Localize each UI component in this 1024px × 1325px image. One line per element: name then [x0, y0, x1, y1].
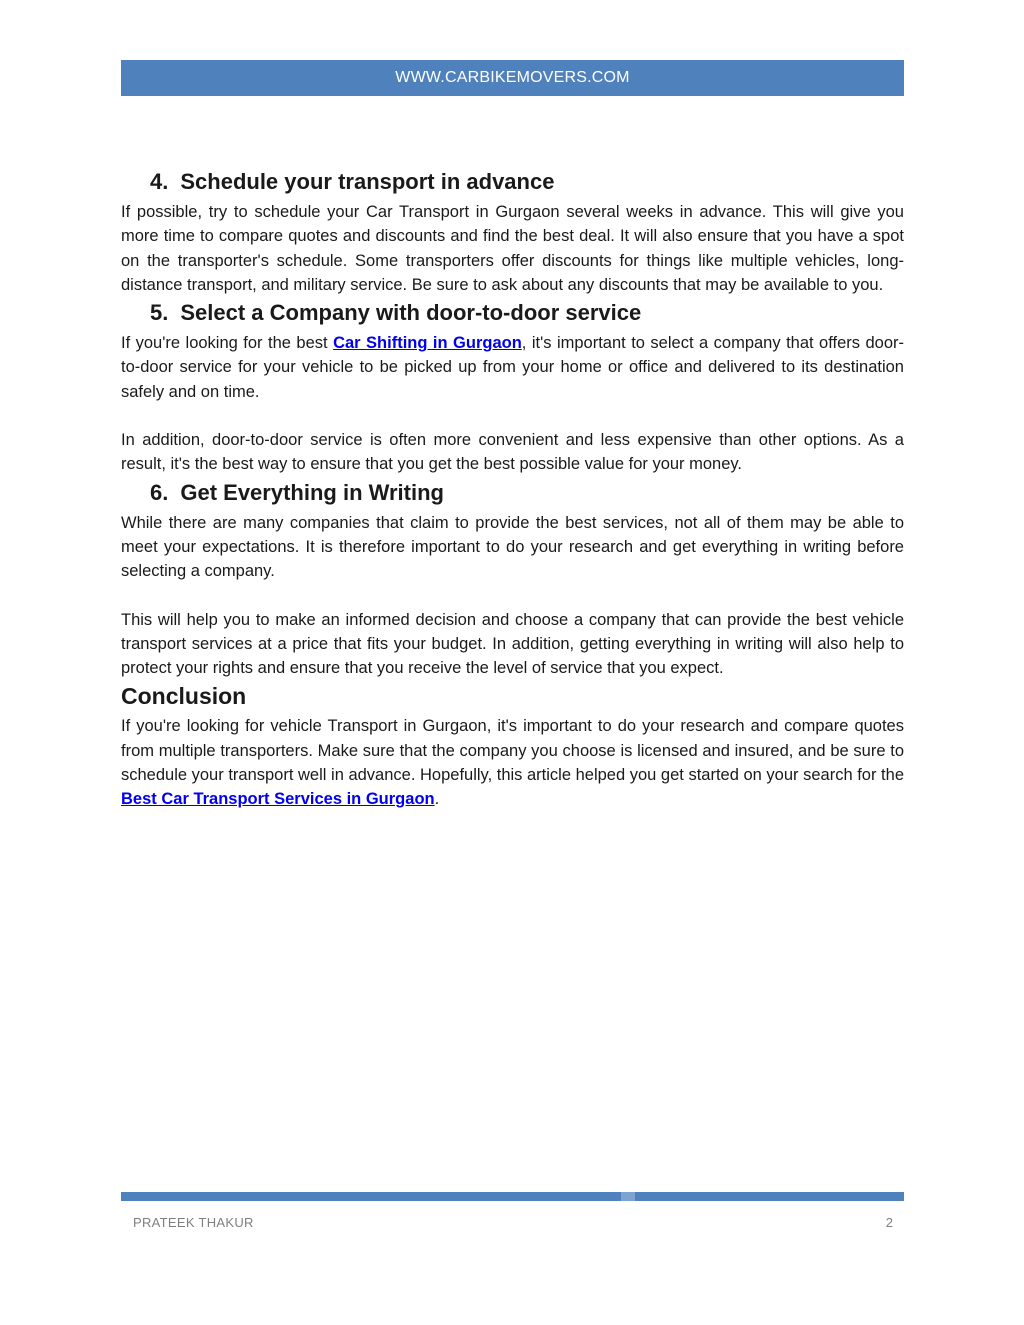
footer-page-number: 2	[885, 1215, 893, 1230]
header-bar	[121, 60, 904, 96]
footer-author: PRATEEK THAKUR	[133, 1215, 254, 1230]
conclusion-heading: Conclusion	[121, 683, 247, 710]
section-5-heading	[121, 297, 904, 329]
section-6-paragraph-2: This will help you to make an informed decision and choose a company that can provide the best vehicle transport services at a price that fits your budget. In addition, getting everything in writing will also help to protect your rights and ensure that you receive the level of service that you expect.	[121, 610, 904, 678]
section-5-paragraph-2: In addition, door-to-door service is often more convenient and less expensive than other options. As a result, it's the best way to ensure that you get the best possible value for your money.	[121, 431, 904, 474]
section-6-title: Get Everything in Writing	[180, 479, 444, 505]
best-car-transport-gurgaon-link[interactable]: Best Car Transport Services in Gurgaon	[121, 790, 435, 809]
section-5-text-after-link: , it's important to select a company that offers door-to-door service for your vehicle to be picked up from your home or office and delivered to its destination safely and on time.	[121, 334, 905, 401]
conclusion-text-before-link: If you're looking for vehicle Transport in Gurgaon, it's important to do your research and compare quotes from multiple transporters. Make sure that the company you choose is licensed and insured, and be sure to schedule your transport well in advance. Hopefully, this article helped you get started on your search for the	[121, 717, 904, 785]
section-4-heading	[121, 166, 904, 198]
header-site-url: WWW.CARBIKEMOVERS.COM	[395, 69, 630, 86]
footer-rule-notch	[621, 1192, 635, 1201]
section-4-number: 4.	[150, 169, 169, 194]
section-4-paragraph: If possible, try to schedule your Car Transport in Gurgaon several weeks in advance. This will give you more time to compare quotes and discounts and find the best deal. It will also ensure that you have a spot on the transporter's schedule. Some transporters offer discounts for things like multiple vehicles, long-distance transport, and military service. Be sure to ask about any discounts that may be available to you.	[121, 203, 904, 294]
car-shifting-gurgaon-link[interactable]: Car Shifting in Gurgaon	[333, 334, 522, 353]
section-5-number: 5.	[150, 300, 169, 326]
footer-rule	[121, 1192, 904, 1201]
section-5-title: Select a Company with door-to-door service	[180, 300, 642, 326]
section-6-heading	[121, 477, 904, 509]
document-body	[121, 166, 904, 812]
section-5-text-before-link: If you're looking for the best	[121, 334, 334, 353]
section-6-paragraph-1: While there are many companies that claim to provide the best services, not all of them may be able to meet your expectations. It is therefore important to do your research and get everything in writing before selecting a company.	[121, 513, 904, 581]
section-5-paragraph-1	[121, 331, 904, 404]
section-4-title: Schedule your transport in advance	[180, 169, 555, 194]
section-6-number: 6.	[150, 479, 169, 505]
conclusion-paragraph	[121, 714, 904, 811]
conclusion-text-after-link: .	[434, 790, 440, 809]
